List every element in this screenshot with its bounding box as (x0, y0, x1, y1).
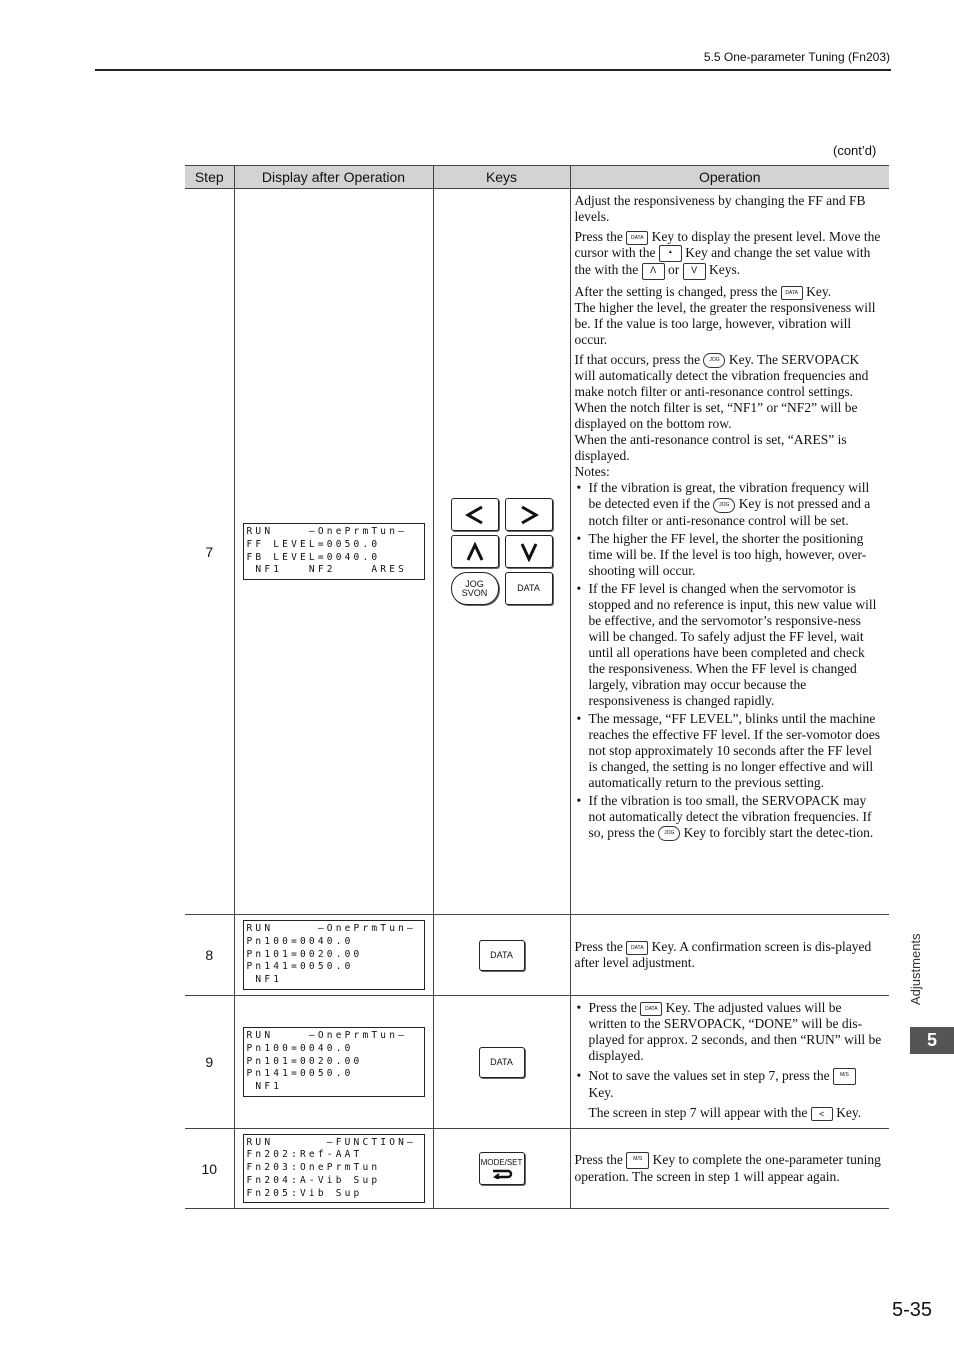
jog-svon-key-icon: JOG (658, 826, 680, 841)
data-key[interactable] (479, 1047, 525, 1078)
header-rule (95, 69, 891, 71)
notes-list (575, 480, 884, 841)
header-display: Display after Operation (234, 166, 433, 189)
op-paragraph: When the anti-resonance control is set, “ARES” is displayed. (574, 432, 847, 464)
lcd-line: RUN —FUNCTION— (246, 1136, 416, 1148)
table-row-step-10 (185, 1129, 889, 1209)
lcd-panel (243, 523, 425, 580)
op-paragraph (575, 229, 884, 280)
op-paragraph: The higher the level, the greater the responsiveness will be. If the value is too large, however, vibration will occur. (574, 299, 876, 347)
right-arrow-icon (518, 505, 540, 525)
list-item: • If the FF level is changed when the servomotor is stopped and no reference is input, this new value will be effective, and the servomotor’s responsive-ness will be changed. To safely adjust the FF level, wait until all operations have been completed and check the responsiveness. When the FF level is changed largely, vibration may occur because the responsiveness is changed rapidly. (589, 581, 884, 709)
list-item (589, 1000, 884, 1064)
op-text: If that occurs, press the (574, 351, 701, 367)
procedure-table (185, 165, 889, 1209)
keys-cell (433, 189, 570, 915)
jog-svon-key[interactable] (451, 572, 499, 605)
header-operation: Operation (570, 166, 889, 189)
list-item: • The message, “FF LEVEL”, blinks until the machine reaches the effective FF level. If the ser-vomotor does not stop approximately 10 seconds after the FF level is changed, the setting is no longer effective and will automatically return to the previous setting. (589, 711, 884, 791)
left-key-icon: < (811, 1107, 833, 1121)
step-number: 8 (185, 915, 234, 996)
op-paragraph: Adjust the responsiveness by changing the FF and FB levels. (574, 193, 866, 224)
op-text: Press the (574, 229, 623, 244)
op-list (575, 1000, 884, 1121)
op-paragraph (575, 939, 884, 971)
display-cell (234, 1129, 433, 1209)
lcd-panel (243, 1134, 425, 1204)
lcd-line: Fn202:Ref-AAT (246, 1149, 363, 1161)
op-text: After the setting is changed, press the (574, 283, 778, 299)
op-paragraph (575, 284, 884, 300)
table-row-step-8 (185, 915, 889, 996)
op-text: If the vibration is too small, the SERVOPACK may not automatically detect the vibration frequencies. If so, press the (588, 792, 872, 840)
op-text: Press the (588, 1000, 637, 1015)
page-number: 5-35 (891, 1299, 932, 1321)
table-row-step-9 (185, 996, 889, 1129)
step-number: 9 (185, 996, 234, 1129)
display-cell (234, 915, 433, 996)
up-key-icon: Λ (642, 263, 665, 280)
mode-set-key[interactable] (479, 1152, 525, 1185)
op-text: Key. (806, 283, 832, 299)
lcd-line: Pn141=0050.0 (246, 961, 354, 973)
left-arrow-icon (464, 505, 486, 525)
jog-svon-key-icon: JOG (703, 353, 725, 368)
op-text: Key and change the set value with the with the (574, 245, 871, 278)
running-header: 5.5 One-parameter Tuning (Fn203) (703, 50, 890, 64)
data-key-icon: DATA (781, 286, 803, 300)
lcd-line: FB LEVEL=0040.0 (246, 551, 381, 563)
operation-cell (570, 189, 889, 915)
lcd-line: FF LEVEL=0050.0 (246, 538, 381, 550)
op-paragraph (575, 1152, 884, 1185)
data-key-icon: DATA (640, 1002, 662, 1016)
left-arrow-key[interactable] (451, 498, 499, 531)
op-text: or (668, 262, 680, 278)
operation-cell (570, 1129, 889, 1209)
mode-set-key-icon: M/S (833, 1068, 856, 1085)
op-text: Press the (574, 939, 623, 954)
jog-svon-label: JOG SVON (461, 578, 488, 598)
right-arrow-key[interactable] (505, 498, 553, 531)
lcd-line: Fn203:OnePrmTun (246, 1162, 381, 1174)
op-text: Keys. (709, 262, 741, 278)
data-key-icon: DATA (626, 231, 648, 245)
step-number: 10 (185, 1129, 234, 1209)
return-arrow-icon (490, 1167, 514, 1179)
keys-cell (433, 1129, 570, 1209)
lcd-line: Fn205:Vib Sup (246, 1187, 363, 1199)
table-header-row (185, 166, 889, 189)
op-text: Key to complete the one-parameter tuning operation. The screen in step 1 will appear again. (574, 1151, 881, 1185)
down-arrow-icon (518, 542, 540, 562)
op-text: Key. The SERVOPACK will automatically detect the vibration frequencies and make notch filter or anti-resonance control settings. When the notch filter is set, “NF1” or “NF2” will be displayed on the bottom row. (574, 351, 869, 432)
table-row-step-7 (185, 189, 889, 915)
up-arrow-icon (464, 542, 486, 562)
lcd-line: RUN —OnePrmTun— (246, 525, 408, 537)
lcd-line: RUN —OnePrmTun— (246, 923, 416, 934)
data-key-label: DATA (490, 1056, 513, 1067)
data-key-label: DATA (517, 583, 540, 593)
header-keys: Keys (433, 166, 570, 189)
continued-label: (cont’d) (833, 143, 877, 158)
operation-cell (570, 915, 889, 996)
op-text: Key is not pressed and a notch filter or anti-resonance control will be set. (588, 496, 871, 528)
display-cell (234, 189, 433, 915)
op-text: Not to save the values set in step 7, press the (588, 1068, 830, 1083)
chapter-side-label: Adjustments (908, 933, 923, 1005)
jog-svon-key-icon: JOG (713, 498, 735, 513)
mode-set-key-label: MODE/SET (480, 1158, 523, 1167)
lcd-line: NF1 (246, 1081, 283, 1093)
lcd-line: Fn204:A-Vib Sup (246, 1174, 381, 1186)
lcd-line: Pn101=0020.00 (246, 1055, 363, 1067)
display-cell (234, 996, 433, 1129)
op-paragraph (575, 352, 884, 432)
chapter-tab: 5 (910, 1027, 954, 1054)
up-arrow-key[interactable] (451, 535, 499, 568)
down-arrow-key[interactable] (505, 535, 553, 568)
list-item (589, 793, 884, 841)
op-text: The screen in step 7 will appear with the (588, 1105, 808, 1121)
op-text: Key. (588, 1085, 614, 1101)
data-key[interactable] (479, 940, 525, 971)
mode-set-key-icon: M/S (626, 1152, 649, 1169)
list-item (589, 1068, 884, 1121)
lcd-line: Pn100=0040.0 (246, 1042, 354, 1054)
op-text: Key to forcibly start the detec-tion. (683, 824, 874, 840)
op-text: Key. (836, 1105, 862, 1121)
data-key[interactable] (505, 572, 553, 605)
step-number: 7 (185, 189, 234, 915)
list-item: • The higher the FF level, the shorter the positioning time will be. If the level is too high, however, over-shooting will occur. (589, 531, 884, 579)
lcd-panel (243, 920, 425, 990)
op-text: Key. The adjusted values will be written to the SERVOPACK, “DONE” will be dis-played for approx. 2 seconds, and then “RUN” will be displayed. (588, 1000, 882, 1063)
lcd-panel (243, 1027, 425, 1097)
op-subline (589, 1105, 884, 1121)
lcd-line: NF1 (246, 974, 283, 986)
down-key-icon: V (683, 263, 706, 280)
operation-cell (570, 996, 889, 1129)
scroll-up-key-icon: ▲ (659, 245, 682, 262)
op-text: Key. A confirmation screen is dis-played after level adjustment. (574, 939, 872, 970)
lcd-line: Pn101=0020.00 (246, 948, 363, 960)
keys-cell (433, 915, 570, 996)
data-key-icon: DATA (626, 941, 648, 955)
op-text: If the vibration is great, the vibration frequency will be detected even if the (588, 480, 870, 512)
notes-heading: Notes: (574, 464, 610, 480)
list-item (589, 480, 884, 528)
lcd-line: Pn100=0040.0 (246, 935, 354, 947)
keys-cell (433, 996, 570, 1129)
op-text: Press the (574, 1151, 623, 1167)
lcd-line: Pn141=0050.0 (246, 1068, 354, 1080)
lcd-line: NF1 NF2 ARES (246, 564, 408, 576)
data-key-label: DATA (490, 949, 513, 960)
op-text: Key to display the present level. Move the cursor with the (574, 229, 881, 260)
header-step: Step (185, 166, 234, 189)
lcd-line: RUN —OnePrmTun— (246, 1030, 408, 1041)
